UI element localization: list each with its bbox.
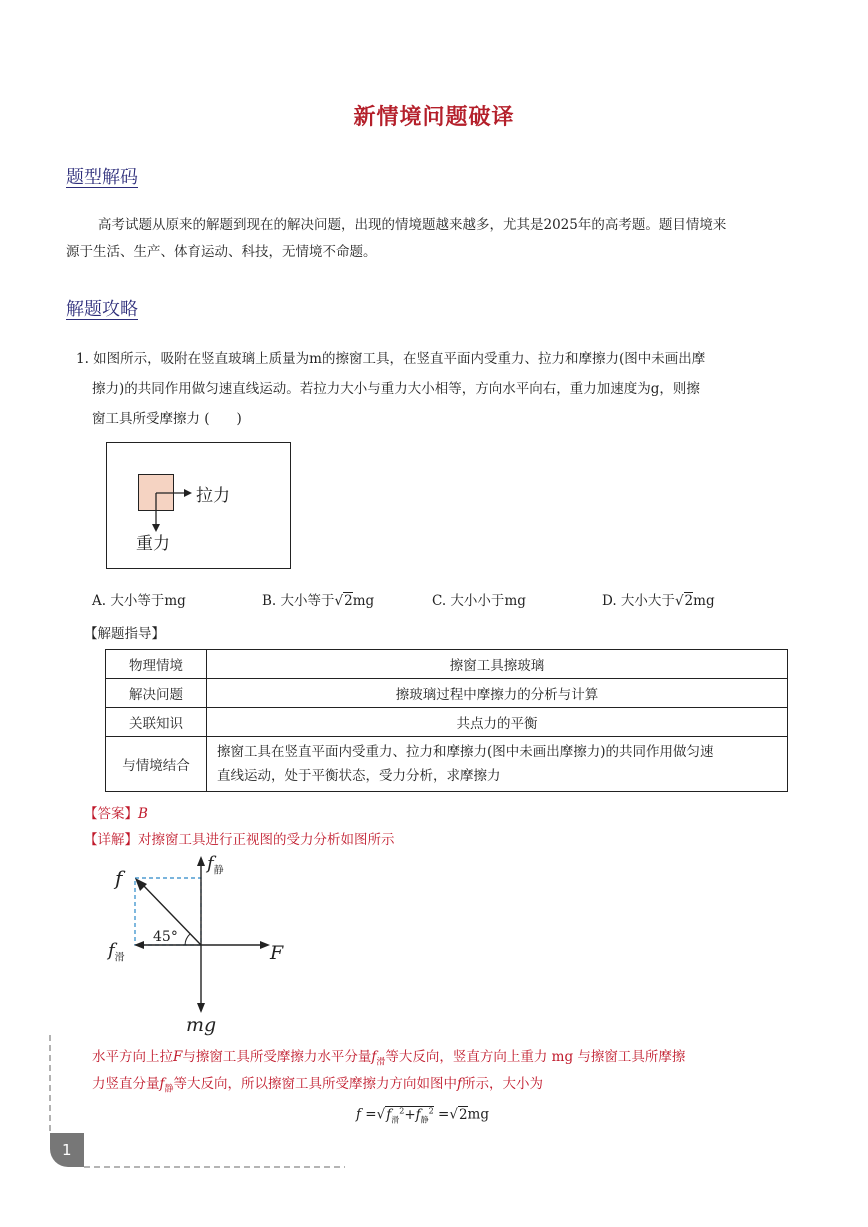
option-b[interactable] bbox=[262, 589, 374, 609]
detail-label: 【详解】 bbox=[84, 832, 138, 848]
formula-symbol: f bbox=[356, 1106, 361, 1123]
question-line-1: 1. 如图所示，吸附在竖直玻璃上质量为m的擦窗工具，在竖直平面内受重力、拉力和摩擦力(图中未画出摩 bbox=[76, 351, 706, 367]
answer-label: 【答案】 bbox=[84, 806, 138, 822]
guide-key: 与情境结合 bbox=[106, 737, 207, 792]
option-a-unit: mg bbox=[164, 593, 186, 609]
answer-line bbox=[84, 802, 148, 822]
f-slide-sub: 滑 bbox=[114, 952, 125, 964]
pull-arrowhead bbox=[184, 489, 192, 497]
F-arrowhead bbox=[260, 941, 270, 949]
guide-key: 关联知识 bbox=[106, 708, 207, 737]
section-heading-decode: 题型解码 bbox=[66, 167, 138, 188]
option-b-root: 2 bbox=[344, 593, 353, 609]
sqrt-symbol: √ bbox=[674, 593, 684, 609]
explain-formula bbox=[356, 1098, 489, 1133]
explain-text: 所示，大小为 bbox=[462, 1076, 544, 1092]
option-c[interactable] bbox=[432, 589, 526, 609]
explain-symbol: f bbox=[371, 1049, 377, 1065]
guide-value: 共点力的平衡 bbox=[207, 708, 788, 737]
mg-arrowhead bbox=[197, 1003, 205, 1013]
gravity-label: 重力 bbox=[136, 534, 170, 554]
formula-unit: mg bbox=[467, 1106, 489, 1123]
sqrt-symbol: √ bbox=[376, 1106, 386, 1123]
option-d-text: D. 大小大于 bbox=[602, 593, 675, 609]
formula-op: + bbox=[404, 1106, 416, 1123]
guide-value: 擦玻璃过程中摩擦力的分析与计算 bbox=[207, 679, 788, 708]
guide-key: 解决问题 bbox=[106, 679, 207, 708]
angle-label: 45° bbox=[153, 929, 178, 945]
guide-value bbox=[207, 737, 788, 792]
explain-text: 水平方向上拉 bbox=[92, 1049, 173, 1065]
angle-arc bbox=[185, 934, 190, 945]
f-static-sub: 静 bbox=[213, 865, 224, 877]
formula-root: 2 bbox=[458, 1106, 468, 1123]
f-static-arrowhead bbox=[197, 856, 205, 866]
f-slide-arrowhead bbox=[134, 941, 144, 949]
detail-text: 对擦窗工具进行正视图的受力分析如图所示 bbox=[138, 832, 395, 848]
option-b-unit: mg bbox=[352, 593, 375, 609]
guide-key: 物理情境 bbox=[106, 650, 207, 679]
option-a[interactable] bbox=[92, 589, 186, 609]
question-line-2: 擦力)的共同作用做匀速直线运动。若拉力大小与重力大小相等，方向水平向右，重力加速度为g，则擦 bbox=[92, 381, 700, 397]
option-d[interactable] bbox=[602, 589, 715, 609]
sqrt-symbol: √ bbox=[334, 593, 344, 609]
formula-sub: 静 bbox=[420, 1115, 429, 1125]
table-row bbox=[106, 679, 788, 708]
question-line-3: 窗工具所受摩擦力 ( ) bbox=[92, 411, 242, 427]
guide-value-line-2: 直线运动，处于平衡状态，受力分析，求摩擦力 bbox=[217, 768, 501, 784]
f-label: f bbox=[115, 866, 123, 890]
explain-text: 力竖直分量 bbox=[92, 1076, 160, 1092]
formula-symbol: f bbox=[415, 1106, 421, 1123]
option-d-root: 2 bbox=[684, 593, 694, 609]
formula-op: = bbox=[365, 1106, 377, 1123]
formula-exp: 2 bbox=[399, 1106, 405, 1115]
page-number: 1 bbox=[50, 1133, 84, 1167]
explain-sub: 静 bbox=[164, 1084, 174, 1095]
f-resultant-arrowhead bbox=[135, 878, 147, 891]
guide-label: 【解题指导】 bbox=[84, 626, 165, 642]
explain-sub: 滑 bbox=[376, 1057, 386, 1068]
explain-symbol: f bbox=[457, 1076, 463, 1092]
mg-label: mg bbox=[186, 1014, 217, 1036]
intro-line-1: 高考试题从原来的解题到现在的解决问题，出现的情境题越来越多，尤其是2025年的高考题。题目情境来 bbox=[98, 217, 727, 233]
guide-table bbox=[105, 649, 788, 792]
table-row bbox=[106, 737, 788, 792]
sqrt-symbol: √ bbox=[449, 1106, 458, 1123]
f-slide-label bbox=[108, 940, 125, 964]
option-a-text: A. 大小等于 bbox=[92, 593, 165, 609]
guide-value: 擦窗工具擦玻璃 bbox=[207, 650, 788, 679]
f-static-symbol: f bbox=[207, 853, 214, 874]
explain-text: 等大反向，竖直方向上重力 mg 与擦窗工具所摩擦 bbox=[385, 1049, 686, 1065]
formula-exp: 2 bbox=[428, 1106, 434, 1115]
option-c-unit: mg bbox=[504, 593, 526, 609]
explain-text: 与擦窗工具所受摩擦力水平分量 bbox=[182, 1049, 372, 1065]
option-b-text: B. 大小等于 bbox=[262, 593, 335, 609]
pull-force-label: 拉力 bbox=[196, 486, 230, 506]
option-d-unit: mg bbox=[693, 593, 715, 609]
option-c-text: C. 大小小于 bbox=[432, 593, 505, 609]
answer-value: B bbox=[138, 806, 148, 822]
explain-symbol: f bbox=[159, 1076, 165, 1092]
explain-text: 等大反向，所以擦窗工具所受摩擦力方向如图中 bbox=[173, 1076, 458, 1092]
f-slide-symbol: f bbox=[108, 940, 115, 961]
detail-line bbox=[84, 828, 395, 848]
explain-symbol: F bbox=[173, 1049, 183, 1065]
formula-symbol: f bbox=[386, 1106, 392, 1123]
page-title: 新情境问题破译 bbox=[353, 105, 515, 130]
section-heading-strategy: 解题攻略 bbox=[66, 299, 138, 320]
formula-radicand bbox=[385, 1106, 434, 1123]
F-label: F bbox=[270, 942, 284, 964]
guide-value-line-1: 擦窗工具在竖直平面内受重力、拉力和摩擦力(图中未画出摩擦力)的共同作用做匀速 bbox=[217, 744, 714, 760]
intro-line-2: 源于生活、生产、体育运动、科技，无情境不命题。 bbox=[66, 244, 377, 260]
formula-op: = bbox=[438, 1106, 450, 1123]
formula-sub: 滑 bbox=[391, 1115, 400, 1125]
f-static-label bbox=[207, 853, 224, 877]
table-row bbox=[106, 708, 788, 737]
table-row bbox=[106, 650, 788, 679]
